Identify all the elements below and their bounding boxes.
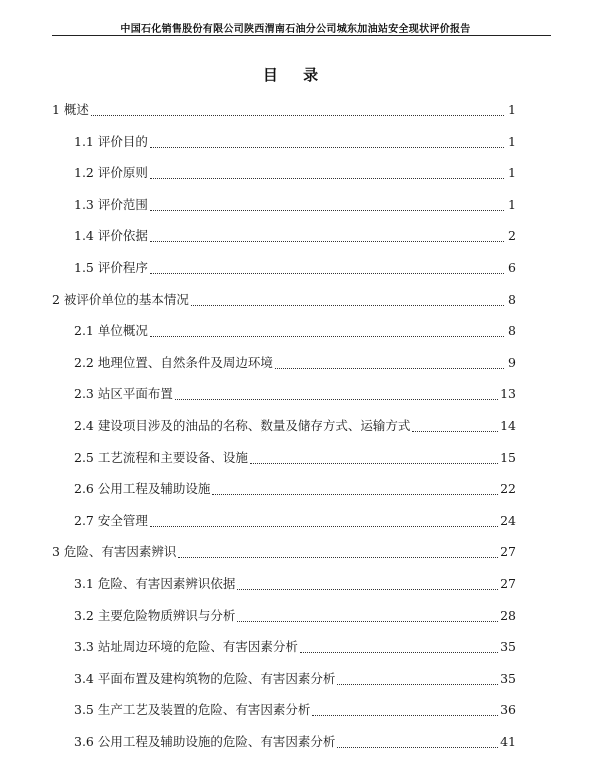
toc-entry-page-number: 2 xyxy=(508,228,516,243)
toc-entry-page-number: 35 xyxy=(500,639,516,654)
toc-entry xyxy=(74,450,516,466)
toc-entry xyxy=(74,260,516,276)
toc-entry xyxy=(74,639,516,655)
toc-entry xyxy=(74,323,516,339)
toc-entry-page-number: 14 xyxy=(500,418,516,433)
toc-entry-page-number: 8 xyxy=(508,323,516,338)
toc-entry-page-number: 22 xyxy=(500,481,516,496)
dot-leader xyxy=(91,105,504,116)
toc-entry xyxy=(52,102,516,118)
toc-entry-label: 2.5 工艺流程和主要设备、设施 xyxy=(74,450,248,465)
dot-leader xyxy=(150,200,504,211)
toc-entry-page-number: 41 xyxy=(500,734,516,749)
toc-entry-label: 3.3 站址周边环境的危险、有害因素分析 xyxy=(74,639,298,654)
toc-entry-page-number: 8 xyxy=(508,292,516,307)
toc-entry xyxy=(74,702,516,718)
toc-entry xyxy=(74,481,516,497)
toc-entry xyxy=(74,134,516,150)
toc-entry-label: 2.2 地理位置、自然条件及周边环境 xyxy=(74,355,273,370)
toc-entry-page-number: 6 xyxy=(508,260,516,275)
toc-entry-label: 3 危险、有害因素辨识 xyxy=(52,544,177,559)
toc-entry-label: 1.3 评价范围 xyxy=(74,197,148,212)
toc-entry xyxy=(74,576,516,592)
toc-title: 目 录 xyxy=(262,66,329,84)
toc-entry-page-number: 13 xyxy=(500,386,516,401)
toc-entry xyxy=(74,418,516,434)
toc-entry-label: 2.4 建设项目涉及的油品的名称、数量及储存方式、运输方式 xyxy=(74,418,411,433)
toc-entry xyxy=(74,734,516,750)
dot-leader xyxy=(150,326,504,337)
toc-entry-page-number: 1 xyxy=(508,102,516,117)
toc-entry-label: 3.5 生产工艺及装置的危险、有害因素分析 xyxy=(74,702,311,717)
toc-entry-label: 2.6 公用工程及辅助设施 xyxy=(74,481,211,496)
dot-leader xyxy=(150,516,498,527)
dot-leader xyxy=(150,263,504,274)
toc-entry-page-number: 1 xyxy=(508,197,516,212)
toc-entry-label: 3.1 危险、有害因素辨识依据 xyxy=(74,576,236,591)
toc-entry-page-number: 35 xyxy=(500,671,516,686)
dot-leader xyxy=(191,295,504,306)
toc-entry-page-number: 36 xyxy=(500,702,516,717)
toc-entry-label: 1.4 评价依据 xyxy=(74,228,148,243)
toc-entry xyxy=(74,355,516,371)
dot-leader xyxy=(250,453,498,464)
toc-entry-label: 1.1 评价目的 xyxy=(74,134,148,149)
running-header: 中国石化销售股份有限公司陕西渭南石油分公司城东加油站安全现状评价报告 xyxy=(120,24,471,35)
dot-leader xyxy=(337,674,498,685)
toc-entry-page-number: 1 xyxy=(508,134,516,149)
toc-entry xyxy=(74,228,516,244)
toc-entry xyxy=(74,608,516,624)
dot-leader xyxy=(150,168,504,179)
toc-entry-label: 3.2 主要危险物质辨识与分析 xyxy=(74,608,236,623)
dot-leader xyxy=(300,642,498,653)
dot-leader xyxy=(275,358,504,369)
toc-entry-page-number: 24 xyxy=(500,513,516,528)
dot-leader xyxy=(237,579,498,590)
toc-entry-label: 2.1 单位概况 xyxy=(74,323,148,338)
toc-entry-page-number: 28 xyxy=(500,608,516,623)
toc-entry-page-number: 27 xyxy=(500,576,516,591)
dot-leader xyxy=(412,421,498,432)
toc-entry xyxy=(74,513,516,529)
toc-entry-label: 3.6 公用工程及辅助设施的危险、有害因素分析 xyxy=(74,734,336,749)
dot-leader xyxy=(175,389,498,400)
toc-entry-label: 1 概述 xyxy=(52,102,89,117)
header-divider xyxy=(52,35,551,36)
toc-entry xyxy=(74,197,516,213)
toc-entry xyxy=(52,544,516,560)
toc-entry-label: 2.7 安全管理 xyxy=(74,513,148,528)
toc-entry-page-number: 1 xyxy=(508,165,516,180)
toc-entry-label: 1.5 评价程序 xyxy=(74,260,148,275)
toc-entry xyxy=(74,386,516,402)
dot-leader xyxy=(150,231,504,242)
toc-entry-page-number: 27 xyxy=(500,544,516,559)
toc-entry-page-number: 9 xyxy=(508,355,516,370)
dot-leader xyxy=(312,705,498,716)
toc-entry-page-number: 15 xyxy=(500,450,516,465)
toc-entry-label: 3.4 平面布置及建构筑物的危险、有害因素分析 xyxy=(74,671,336,686)
toc-entry xyxy=(74,671,516,687)
toc-entry xyxy=(52,292,516,308)
toc-entry xyxy=(74,165,516,181)
dot-leader xyxy=(337,737,498,748)
dot-leader xyxy=(150,137,504,148)
toc-entry-label: 2 被评价单位的基本情况 xyxy=(52,292,189,307)
toc-entry-label: 1.2 评价原则 xyxy=(74,165,148,180)
dot-leader xyxy=(178,547,498,558)
dot-leader xyxy=(212,484,498,495)
dot-leader xyxy=(237,611,498,622)
toc-entry-label: 2.3 站区平面布置 xyxy=(74,386,173,401)
